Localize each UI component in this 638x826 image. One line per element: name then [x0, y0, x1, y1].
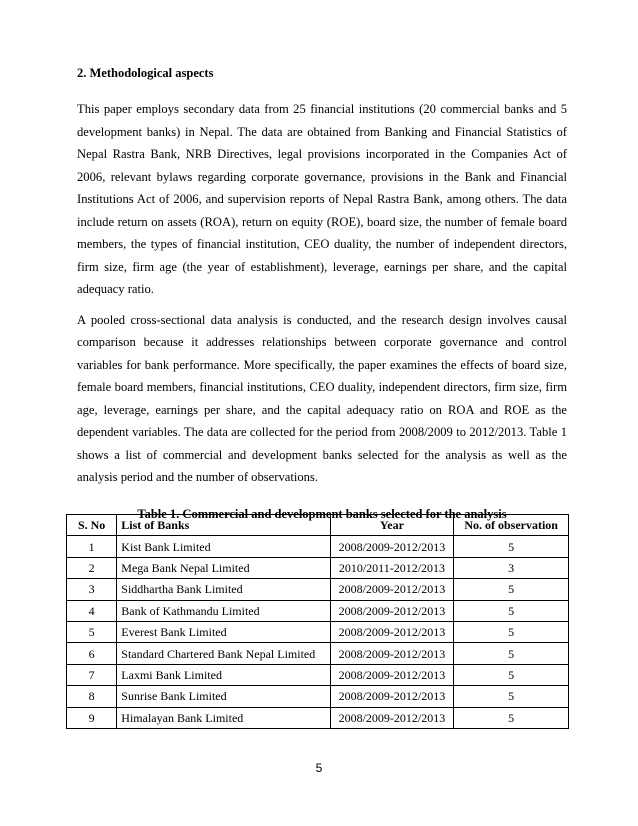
- cell-bank: Standard Chartered Bank Nepal Limited: [117, 643, 330, 664]
- header-observations: No. of observation: [454, 515, 569, 536]
- cell-year: 2010/2011-2012/2013: [330, 557, 454, 578]
- cell-observations: 5: [454, 707, 569, 728]
- table-row: [67, 686, 569, 707]
- table-caption: Table 1. Commercial and development banks selected for the analysis: [137, 506, 507, 521]
- table-row: [67, 557, 569, 578]
- table-header-row: [67, 515, 569, 536]
- table-row: [67, 707, 569, 728]
- cell-sno: 2: [67, 557, 117, 578]
- cell-sno: 6: [67, 643, 117, 664]
- banks-table: [66, 514, 569, 729]
- table-row: [67, 600, 569, 621]
- cell-year: 2008/2009-2012/2013: [330, 579, 454, 600]
- section-title: 2. Methodological aspects: [77, 66, 214, 80]
- paragraph-research-design: A pooled cross-sectional data analysis is conducted, and the research design involves causal comparison because it addresses relationships between corporate governance and control variables for bank performance. More specifically, the paper examines the effects of board size, female board members, financial institutions, CEO duality, independent directors, firm size, firm age, leverage, earnings per share, and the capital adequacy ratio on ROA and ROE as the dependent variables. The data are collected for the period from 2008/2009 to 2012/2013. Table 1 shows a list of commercial and development banks selected for the analysis as well as the analysis period and the number of observations.: [77, 312, 567, 484]
- paragraph-data-sources: This paper employs secondary data from 25 financial institutions (20 commercial banks and 5 development banks) in Nepal. The data are obtained from Banking and Financial Statistics of Nepal Rastra Bank, NRB Directives, legal provisions incorporated in the Companies Act of 2006, relevant bylaws regarding corporate governance, provisions in the Bank and Financial Institutions Act of 2006, and supervision reports of Nepal Rastra Bank, among others. The data include return on assets (ROA), return on equity (ROE), board size, the number of female board members, the types of financial institution, CEO duality, the number of independent directors, firm size, firm age (the year of establishment), leverage, earnings per share, and the capital adequacy ratio.: [77, 102, 567, 296]
- cell-sno: 9: [67, 707, 117, 728]
- cell-sno: 8: [67, 686, 117, 707]
- cell-observations: 3: [454, 557, 569, 578]
- cell-bank: Kist Bank Limited: [117, 536, 330, 557]
- cell-bank: Sunrise Bank Limited: [117, 686, 330, 707]
- table-row: [67, 664, 569, 685]
- header-bank: List of Banks: [117, 515, 330, 536]
- cell-sno: 4: [67, 600, 117, 621]
- cell-observations: 5: [454, 536, 569, 557]
- document-body: [77, 64, 567, 532]
- cell-sno: 5: [67, 621, 117, 642]
- cell-bank: Everest Bank Limited: [117, 621, 330, 642]
- table-row: [67, 536, 569, 557]
- table-row: [67, 621, 569, 642]
- table-row: [67, 579, 569, 600]
- cell-year: 2008/2009-2012/2013: [330, 664, 454, 685]
- cell-bank: Siddhartha Bank Limited: [117, 579, 330, 600]
- cell-sno: 7: [67, 664, 117, 685]
- cell-bank: Bank of Kathmandu Limited: [117, 600, 330, 621]
- cell-year: 2008/2009-2012/2013: [330, 643, 454, 664]
- page-number: 5: [315, 761, 323, 775]
- cell-sno: 1: [67, 536, 117, 557]
- cell-year: 2008/2009-2012/2013: [330, 621, 454, 642]
- cell-year: 2008/2009-2012/2013: [330, 600, 454, 621]
- cell-observations: 5: [454, 600, 569, 621]
- cell-year: 2008/2009-2012/2013: [330, 707, 454, 728]
- cell-observations: 5: [454, 621, 569, 642]
- cell-bank: Himalayan Bank Limited: [117, 707, 330, 728]
- header-year: Year: [330, 515, 454, 536]
- cell-sno: 3: [67, 579, 117, 600]
- table-row: [67, 643, 569, 664]
- cell-bank: Mega Bank Nepal Limited: [117, 557, 330, 578]
- cell-year: 2008/2009-2012/2013: [330, 686, 454, 707]
- cell-observations: 5: [454, 686, 569, 707]
- cell-observations: 5: [454, 579, 569, 600]
- cell-observations: 5: [454, 643, 569, 664]
- cell-bank: Laxmi Bank Limited: [117, 664, 330, 685]
- header-sno: S. No: [67, 515, 117, 536]
- cell-observations: 5: [454, 664, 569, 685]
- cell-year: 2008/2009-2012/2013: [330, 536, 454, 557]
